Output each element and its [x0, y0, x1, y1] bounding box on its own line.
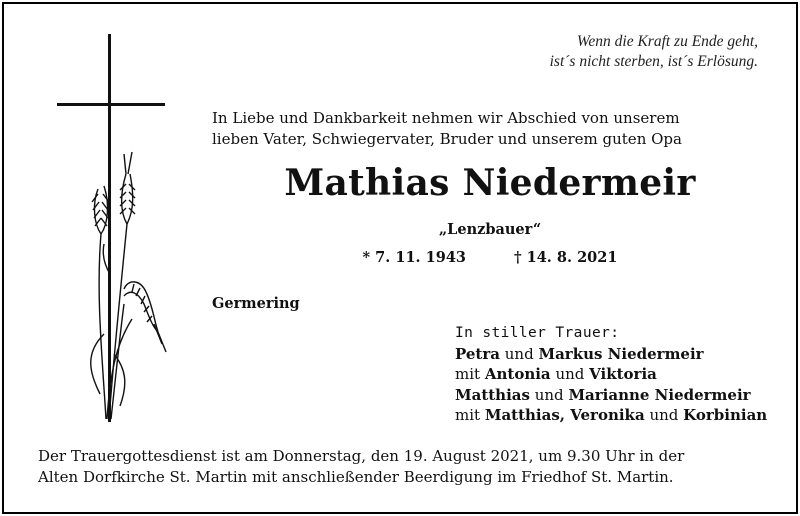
- obituary-notice: [2, 2, 798, 514]
- mourner-name: Petra: [455, 344, 500, 363]
- intro-text: [212, 108, 682, 150]
- mourner-line-2: [455, 364, 767, 385]
- mourner-name: Antonia: [484, 365, 551, 383]
- conjunction: und: [649, 406, 679, 424]
- service-line-2: Alten Dorfkirche St. Martin mit anschließender Beerdigung im Friedhof St. Martin.: [38, 468, 674, 486]
- mourner-line-4: [455, 405, 767, 426]
- deceased-nickname: „Lenzbauer“: [438, 221, 542, 238]
- preposition: mit: [455, 365, 481, 383]
- intro-line-1: In Liebe und Dankbarkeit nehmen wir Abschied von unserem: [212, 109, 680, 127]
- cross-icon: [54, 34, 174, 434]
- mourners-list: [455, 323, 767, 426]
- mourner-name: Marianne Niedermeir: [568, 385, 751, 404]
- funeral-service-info: [38, 446, 684, 488]
- conjunction: und: [504, 344, 534, 363]
- mourner-name: Viktoria: [589, 365, 657, 383]
- conjunction: und: [534, 385, 564, 404]
- death-date: † 14. 8. 2021: [514, 249, 618, 266]
- residence-place: Germering: [212, 295, 300, 312]
- memorial-quote: [550, 32, 758, 72]
- wheat-ears-icon: [91, 152, 166, 419]
- mourner-name: Matthias, Veronika: [484, 406, 645, 424]
- mourner-name: Korbinian: [683, 406, 768, 424]
- conjunction: und: [555, 365, 585, 383]
- service-line-1: Der Trauergottesdienst ist am Donnerstag, den 19. August 2021, um 9.30 Uhr in der: [38, 447, 685, 465]
- deceased-name: Mathias Niedermeir: [284, 162, 696, 204]
- mourner-line-1: [455, 344, 767, 365]
- mourner-name: Matthias: [455, 385, 530, 404]
- intro-line-2: lieben Vater, Schwiegervater, Bruder und unserem guten Opa: [212, 130, 682, 148]
- mourner-name: Markus Niedermeir: [538, 344, 704, 363]
- quote-line-1: Wenn die Kraft zu Ende geht,: [576, 33, 758, 50]
- life-dates: [190, 249, 790, 266]
- quote-line-2: ist´s nicht sterben, ist´s Erlösung.: [549, 53, 758, 70]
- preposition: mit: [455, 406, 481, 424]
- mourner-line-3: [455, 385, 767, 406]
- birth-date: * 7. 11. 1943: [362, 249, 466, 266]
- mourners-heading: In stiller Trauer:: [455, 325, 620, 341]
